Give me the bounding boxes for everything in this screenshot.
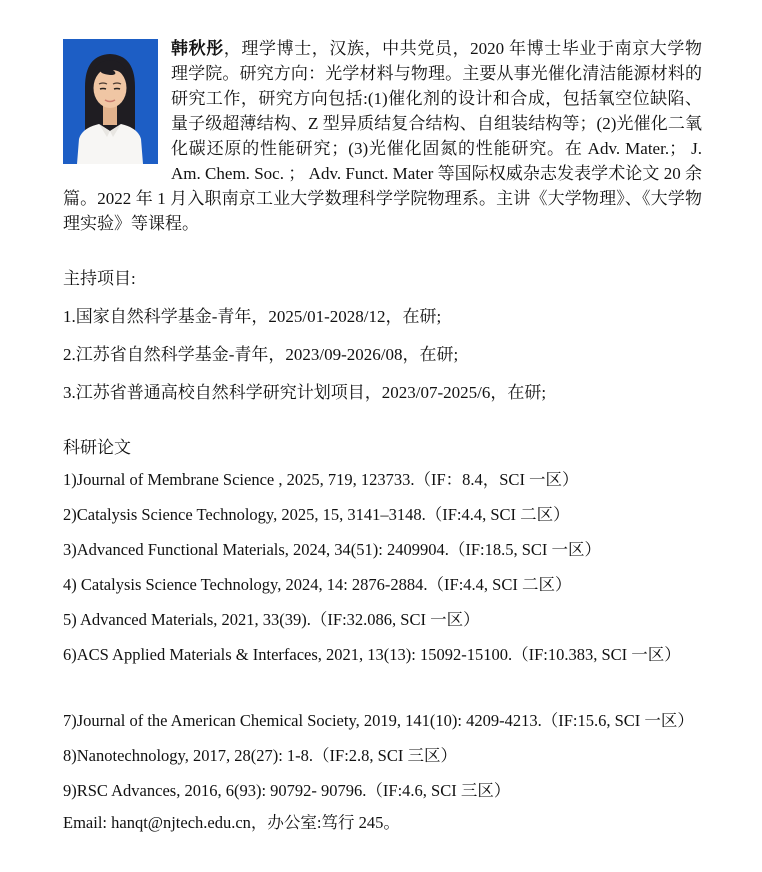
right-eye [114, 89, 120, 90]
email-line: Email: hanqt@njtech.edu.cn，办公室:笃行 245。 [63, 813, 400, 832]
publication-item-6: 6)ACS Applied Materials & Interfaces, 2021, 13(13): 15092-15100.（IF:10.383, SCI 一区） [63, 645, 681, 664]
bio-section [63, 36, 702, 236]
publication-item-3: 3)Advanced Functional Materials, 2024, 34(51): 2409904.（IF:18.5, SCI 一区） [63, 540, 602, 559]
project-item-2: 2.江苏省自然科学基金-青年，2023/09-2026/08，在研; [63, 345, 459, 364]
bio-text: ，理学博士，汉族，中共党员，2020 年博士毕业于南京大学物理学院。研究方向：光学材料与物理。主要从事光催化清洁能源材料的研究工作，研究方向包括:(1)催化剂的设计和合成，包括氧空位缺陷、量子级超薄结构、Z 型异质结复合结构、自组装结构等；(2)光催化二氧化碳还原的性能研究；(3)光催化固氮的性能研究。在 Adv. Mater.； J. Am. Chem. Soc. ； Adv. Funct. Mater 等国际权威杂志发表学术论文 20 余篇。2022 年 1 月入职南京工业大学数理科学学院物理系。主讲《大学物理》、《大学物理实验》等课程。 [63, 39, 703, 233]
projects-heading: 主持项目: [63, 269, 136, 288]
project-item-3: 3.江苏省普通高校自然科学研究计划项目，2023/07-2025/6，在研; [63, 383, 547, 402]
publication-item-8: 8)Nanotechnology, 2017, 28(27): 1-8.（IF:2.8, SCI 三区） [63, 746, 457, 765]
publication-item-1: 1)Journal of Membrane Science , 2025, 719, 123733.（IF：8.4，SCI 一区） [63, 470, 579, 489]
project-item-1: 1.国家自然科学基金-青年，2025/01-2028/12，在研; [63, 307, 442, 326]
publication-item-4: 4) Catalysis Science Technology, 2024, 14: 2876-2884.（IF:4.4, SCI 二区） [63, 575, 572, 594]
publications-heading: 科研论文 [63, 438, 131, 457]
person-name: 韩秋彤 [171, 39, 224, 58]
left-eye [100, 89, 106, 90]
publication-item-7: 7)Journal of the American Chemical Society, 2019, 141(10): 4209-4213.（IF:15.6, SCI 一区） [63, 680, 694, 730]
publication-item-2: 2)Catalysis Science Technology, 2025, 15, 3141–3148.（IF:4.4, SCI 二区） [63, 505, 570, 524]
publication-item-9: 9)RSC Advances, 2016, 6(93): 90792- 90796.（IF:4.6, SCI 三区） [63, 781, 511, 800]
portrait-illustration [63, 39, 158, 164]
profile-photo [63, 39, 158, 164]
bio-paragraph [63, 36, 702, 236]
publication-item-5: 5) Advanced Materials, 2021, 33(39).（IF:32.086, SCI 一区） [63, 610, 480, 629]
